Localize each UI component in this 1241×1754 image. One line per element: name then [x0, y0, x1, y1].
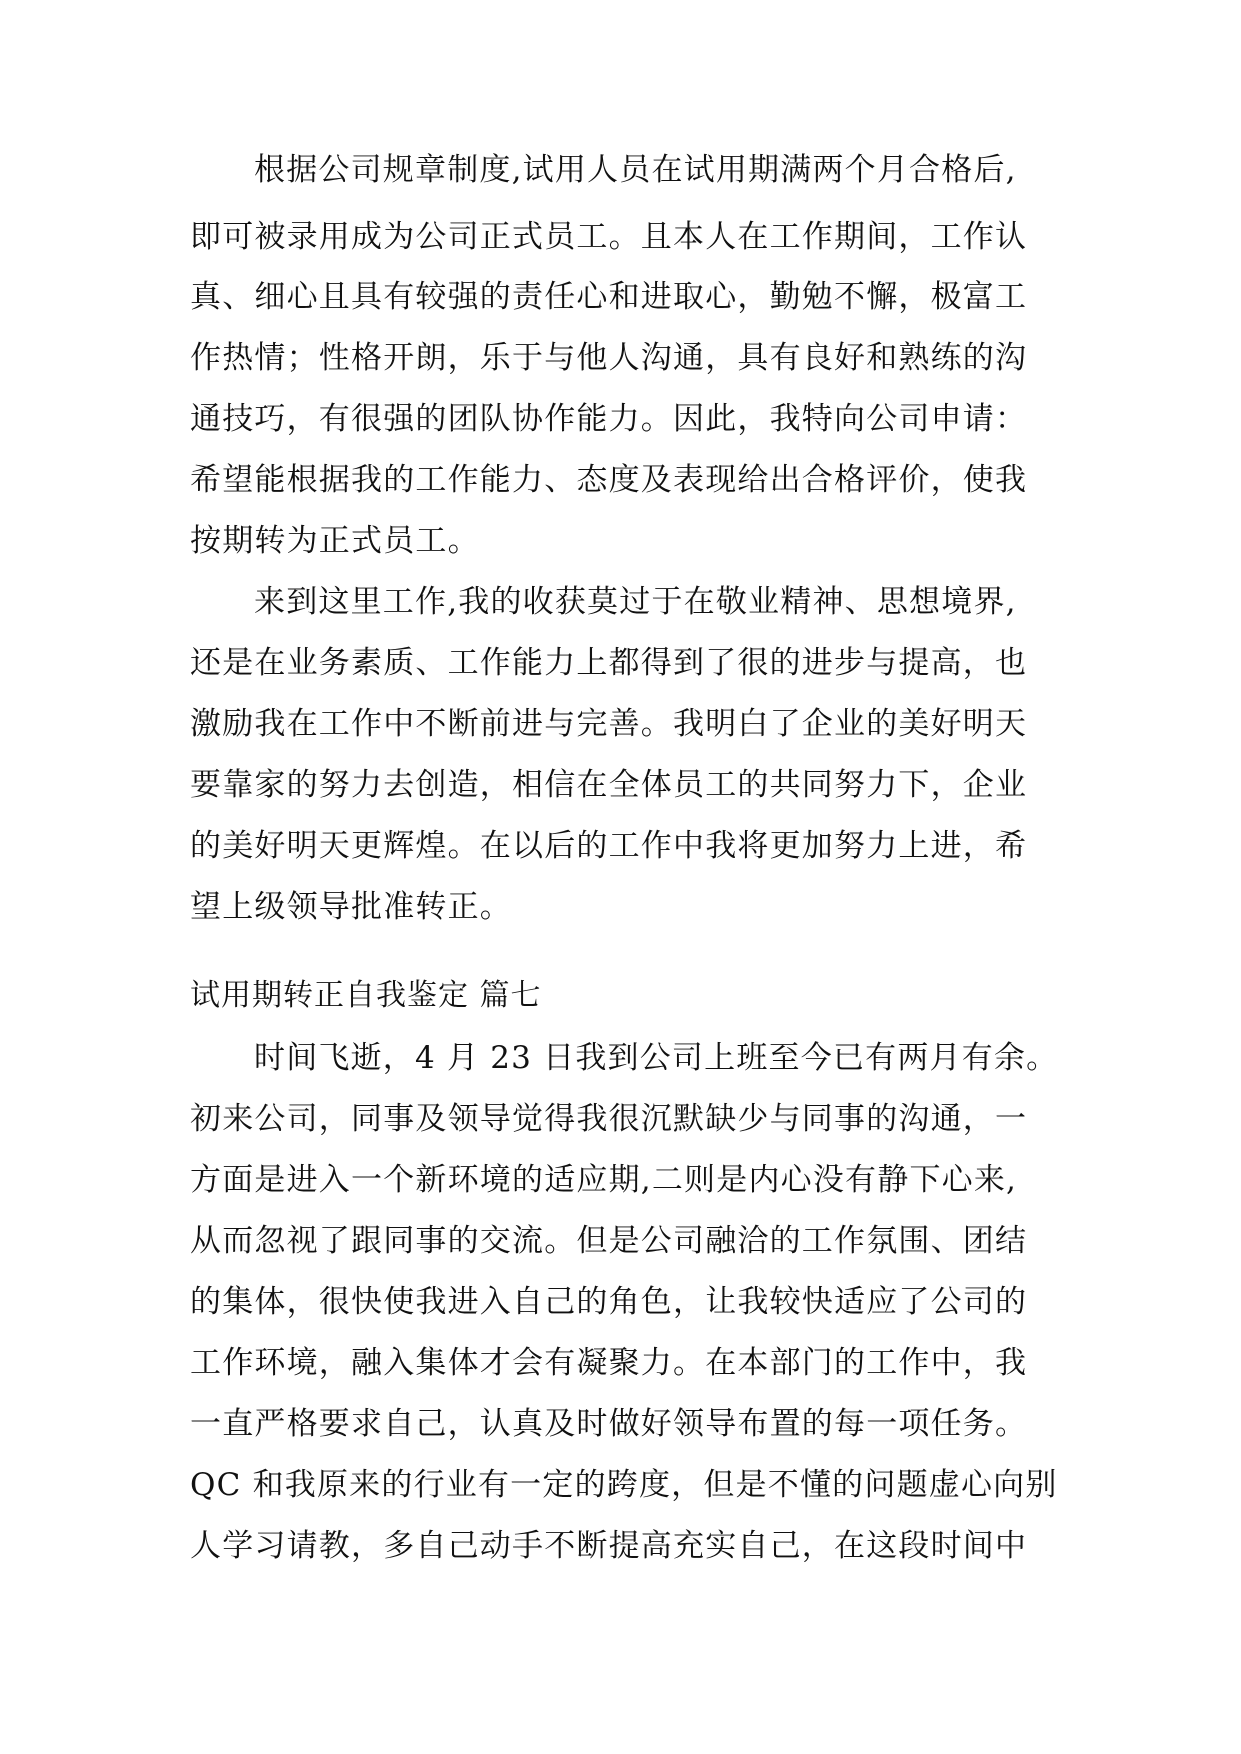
paragraph-1-line-6: 希望能根据我的工作能力、态度及表现给出合格评价，使我 — [190, 462, 1028, 498]
paragraph-1-line-5: 通技巧，有很强的团队协作能力。因此，我特向公司申请： — [190, 401, 1028, 437]
paragraph-2-line-1: 来到这里工作,我的收获莫过于在敬业精神、思想境界, — [254, 584, 1017, 620]
paragraph-3-line-7: 一直严格要求自己，认真及时做好领导布置的每一项任务。 — [190, 1406, 1028, 1442]
paragraph-1-line-7: 按期转为正式员工。 — [190, 523, 480, 559]
paragraph-3-line-5: 的集体，很快使我进入自己的角色，让我较快适应了公司的 — [190, 1284, 1028, 1320]
paragraph-2-line-6: 望上级领导批准转正。 — [190, 889, 512, 925]
paragraph-1-line-2: 即可被录用成为公司正式员工。且本人在工作期间，工作认 — [190, 219, 1028, 255]
paragraph-3-line-1: 时间飞逝，4 月 23 日我到公司上班至今已有两月有余。 — [254, 1040, 1059, 1076]
paragraph-3-line-6: 工作环境，融入集体才会有凝聚力。在本部门的工作中，我 — [190, 1345, 1028, 1381]
paragraph-1-line-1: 根据公司规章制度,试用人员在试用期满两个月合格后, — [254, 152, 1017, 188]
paragraph-3-line-8: QC 和我原来的行业有一定的跨度，但是不懂的问题虚心向别 — [190, 1467, 1058, 1503]
paragraph-2-line-4: 要靠家的努力去创造，相信在全体员工的共同努力下，企业 — [190, 767, 1028, 803]
paragraph-1-line-4: 作热情；性格开朗，乐于与他人沟通，具有良好和熟练的沟 — [190, 340, 1028, 376]
paragraph-2-line-5: 的美好明天更辉煌。在以后的工作中我将更加努力上进，希 — [190, 828, 1028, 864]
paragraph-1-line-3: 真、细心且具有较强的责任心和进取心，勤勉不懈，极富工 — [190, 279, 1028, 315]
paragraph-3-line-9: 人学习请教，多自己动手不断提高充实自己，在这段时间中 — [190, 1528, 1028, 1564]
paragraph-2-line-2: 还是在业务素质、工作能力上都得到了很的进步与提高，也 — [190, 645, 1028, 681]
section-title: 试用期转正自我鉴定 篇七 — [190, 978, 542, 1013]
paragraph-2-line-3: 激励我在工作中不断前进与完善。我明白了企业的美好明天 — [190, 706, 1028, 742]
paragraph-3-line-3: 方面是进入一个新环境的适应期,二则是内心没有静下心来, — [190, 1162, 1018, 1198]
paragraph-3-line-4: 从而忽视了跟同事的交流。但是公司融洽的工作氛围、团结 — [190, 1223, 1028, 1259]
paragraph-3-line-2: 初来公司，同事及领导觉得我很沉默缺少与同事的沟通，一 — [190, 1101, 1028, 1137]
